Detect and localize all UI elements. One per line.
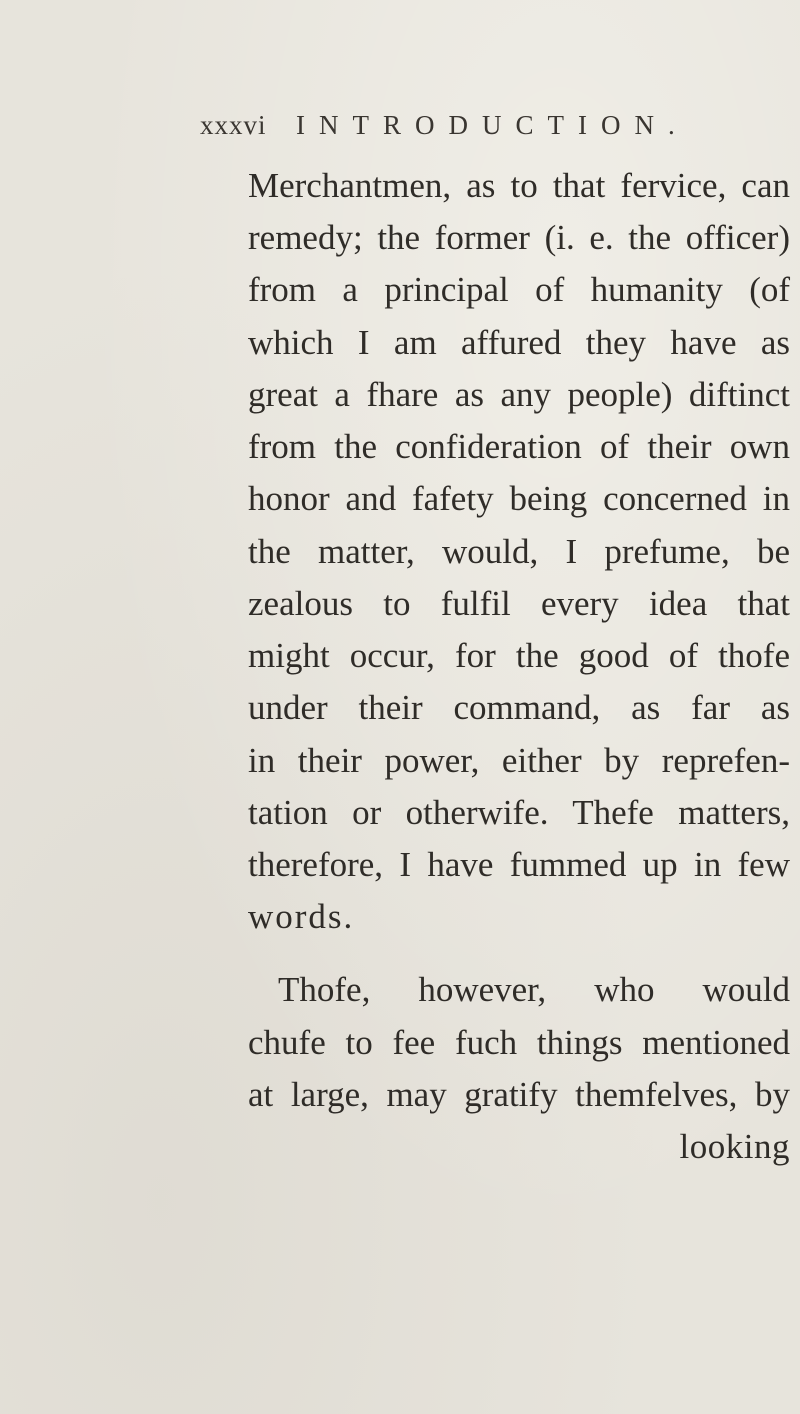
text-line: at large, may gratify themfelves, by <box>248 1075 790 1114</box>
paragraph-end-line: words. <box>248 897 355 936</box>
text-line: from the confideration of their own <box>248 427 790 466</box>
text-line: which I am affured they have as <box>248 323 790 362</box>
text-line: under their command, as far as <box>248 688 790 727</box>
body-text <box>248 160 800 1414</box>
text-line: from a principal of humanity (of <box>248 270 790 309</box>
text-line: might occur, for the good of thofe <box>248 636 790 675</box>
paragraph-start-line: Thofe, however, who would <box>278 970 790 1009</box>
text-line: zealous to fulfil every idea that <box>248 584 790 623</box>
running-head <box>200 110 760 150</box>
text-line: chufe to fee fuch things mentioned <box>248 1023 790 1062</box>
text-line: therefore, I have fummed up in few <box>248 845 790 884</box>
catchword: looking <box>679 1127 790 1166</box>
running-title: INTRODUCTION. <box>296 110 689 140</box>
text-line: honor and fafety being concerned in <box>248 479 790 518</box>
text-line: tation or otherwife. Thefe matters, <box>248 793 790 832</box>
text-line: remedy; the former (i. e. the officer) <box>248 218 790 257</box>
text-line: great a fhare as any people) diftinct <box>248 375 790 414</box>
text-line: in their power, either by reprefen- <box>248 741 790 780</box>
text-line: Merchantmen, as to that fervice, can <box>248 166 790 205</box>
text-line: the matter, would, I prefume, be <box>248 532 790 571</box>
page-number: xxxvi <box>200 110 267 140</box>
